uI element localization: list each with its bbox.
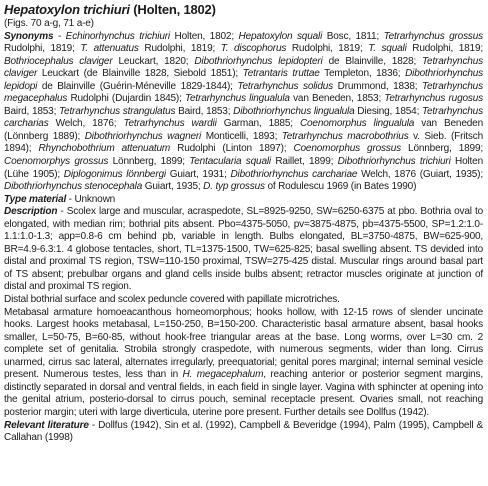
synonym-name: Echinorhynchus trichiuri [65,30,170,42]
synonym-name: Tetrarhynchus rugosus [384,93,483,105]
synonym-entry [80,43,212,54]
synonym-authority: Templeton, 1836 [324,68,398,80]
synonym-name: Rhynchobothrium attenuatum [38,143,171,155]
synonym-name: Dibothriorhynchus carchariae [230,168,358,180]
synonym-name: Coenomorphus grossus [293,143,401,155]
synonym-entry [38,143,283,154]
synonym-entry [203,181,416,192]
synonym-entry [4,156,182,167]
synonym-name: Dibothriorhynchus lepidopi [4,68,483,92]
synonym-authority: de Blainville, 1828 [328,55,414,67]
synonym-entry [368,43,480,54]
synonym-entry [293,143,480,154]
synonym-name: Tetrarhynchus wardii [123,118,217,130]
synonym-entry [4,181,198,192]
description-microtriches: Distal bothrial surface and scolex peduncle covered with papillate microtriches. [4,294,340,306]
synonym-entry [66,31,232,42]
synonym-authority: Guiart, 1931 [169,168,225,180]
synonym-entry [189,156,330,167]
synonym-name: Tetrarhynchus grossus [383,30,484,42]
synonym-authority: Baird, 1853 [178,105,228,117]
synonym-authority: Baird, 1853 [4,105,54,117]
species-heading [4,2,483,18]
synonym-name: Tetrarhynchus megacephalus [4,80,483,105]
synonym-name: Tentacularia squali [189,156,271,168]
synonym-authority: Raillet, 1899 [275,156,331,168]
synonyms-paragraph: Synonyms - Echinorhynchus trichiuri Holten, 1802; Hepatoxylon squali Bosc, 1811; Tetrarhynchus grossus Rudolphi, 1819; T. attenuatus Rudolphi, 1819; T. discophorus Rudolphi, 1819; T. squali Rudolphi, 1819; Bothriocephalus claviger Leuckart, 1820; Dibothriorhynchus lepidopteri de Blainville, 1828; Tetrarhynchus claviger Leuckart (de Blainville 1828, Siebold 1851); Tetrantaris truttae Templeton, 1836; Dibothriorhynchus lepidopi de Blainville (Guérin-Méneville 1829-1844); Tetrarhynchus solidus Drummond, 1838; Tetrarhynchus megacephalus Rudolphi (Dujardin 1845); Tetrarhynchus lingualula van Beneden, 1853; Tetrarhynchus rugosus Baird, 1853; Tetrarhynchus strangulatus Baird, 1853; Dibothriorhynchus lingualula Diesing, 1854; Tetrarhynchus carcharias Welch, 1876; Tetrarhynchus wardii Garman, 1885; Coenomorphus lingualula van Beneden (Lönnberg 1889); Dibothriorhynchus wagneri Monticelli, 1893; Tetrarhynchus macrobothrius v. Sieb. (Fritsch 1894); Rhynchobothrium attenuatum Rudolphi (Linton 1897); Coenomorphus grossus Lönnberg, 1899; Coenomorphys grossus Lönnberg, 1899; Tentacularia squali Raillet, 1899; Dibothriorhynchus trichiuri Holten (Lühe 1905); Diplogonimus lönnbergi Guiart, 1931; Dibothriorhynchus carchariae Welch, 1876 (Guiart, 1935); Dibothriorhynchus stenocephala Guiart, 1935; D. typ grossus of Rodulescu 1969 (in Bates 1990) [4,30,484,193]
synonym-authority: Leuckart (de Blainville 1828, Siebold 1851) [41,68,236,80]
synonym-entry [237,81,414,92]
synonym-name: Bothriocephalus claviger [4,55,113,67]
synonym-name: Tetrarhynchus claviger [4,55,483,80]
synonym-entry [123,118,290,129]
synonym-name: Tetrarhynchus carcharias [4,105,483,130]
synonym-authority: v. Sieb. (Fritsch 1894) [4,130,483,155]
synonym-entry [239,31,377,42]
synonym-name: Tetrarhynchus macrobothrius [281,130,409,142]
synonym-name: T. attenuatus [80,43,139,55]
synonym-authority: Guiart, 1935 [144,181,198,193]
type-material-value: Unknown [74,193,116,205]
synonym-authority: Rudolphi, 1819 [412,43,481,55]
synonym-name: Coenomorphys grossus [4,156,109,168]
synonym-authority: Leuckart, 1820 [118,55,186,67]
species-author: (Holten, 1802) [133,2,216,17]
synonym-entry [233,106,416,117]
literature-text: Dollfus (1942), Sin et al. (1992), Campbell & Beveridge (1994), Palm (1995), Campbell & Callahan (1998) [4,419,483,444]
type-material-paragraph: Type material - Unknown [4,193,116,205]
synonym-name: Dibothriorhynchus lingualula [233,105,355,117]
synonym-entry [194,56,413,67]
description-armature: Metabasal armature homoeacanthous homeomorphous; hooks hollow, with 12-15 rows of slender uncinate hooks. Largest hooks metabasal, L=150-250, B=150-200. Characteristic basal armature absent, basal hooks smaller, L=50-75, B=60-85, without hook-free triangular areas at the base. Long worms, over L=30 cm. 2 complete set of genitalia. Strobila strongly craspedote, with numerous segments, wider than long. Cirrus unarmed, cirrus sac lateral, alternates irregularly, preequatorial; genital pores marginal; internal seminal vesicle present. Numerous testes, less than in H. megacephalum, reaching anterior or posterior segment margins, distinctly separated in dorsal and ventral fields, in each field in single layer. Vagina with sphincter at opening into the genital atrium, posterio-dorsal to cirrus pouch, seminal receptacle present. Ovaries small, not reaching posterior margin; uteri with large diverticula, uterine pore present. Further details see Dollfus (1942). [4,306,484,418]
synonym-name: Dibothriorhynchus trichiuri [337,156,451,168]
synonym-name: Tetrarhynchus lingualula [184,93,290,105]
synonym-name: Tetrarhynchus solidus [237,80,333,92]
description-label: Description [4,206,58,218]
synonym-authority: Bosc, 1811 [326,30,377,42]
species-reference: H. megacephalum [182,369,264,381]
figure-reference: (Figs. 70 a-g, 71 a-e) [4,18,94,29]
synonym-name: Diplogonimus lönnbergi [63,168,166,180]
synonym-authority: van Beneden (Lönnberg 1889) [4,118,483,142]
synonym-authority: Rudolphi, 1819 [4,43,73,55]
synonym-authority: Welch, 1876 [55,118,114,130]
synonym-name: Tetrantaris truttae [242,68,320,80]
synonym-authority: of Rodulescu 1969 (in Bates 1990) [267,181,417,193]
literature-label: Relevant literature [4,419,89,431]
synonym-authority: Rudolphi (Dujardin 1845) [70,93,180,105]
synonym-name: Dibothriorhynchus stenocephala [4,181,143,193]
synonym-entry [243,68,398,79]
literature-paragraph: Relevant literature - Dollfus (1942), Sin et al. (1992), Campbell & Beveridge (1994), Palm (1995), Campbell & Callahan (1998) [4,419,483,444]
synonym-entry [64,169,224,180]
synonym-authority: Holten (Lühe 1905) [4,156,483,180]
synonym-authority: Lönnberg, 1899 [408,143,481,155]
synonym-name: Hepatoxylon squali [238,30,323,42]
synonym-authority: Holten, 1802 [174,30,232,42]
description-paragraph: Description - Scolex large and muscular, acraspedote, SL=8925-9250, SW=6250-6375 at pbo. Bothria oval to elongated, with median rim; bothrial pits absent. Pbo=4375-5050, pv=3875-4875, pb=4375-5500, SP=1.2:1.0-1.1:1.0-1.3; app=0.8-6 cm behind pb, variable in length. Bulbs elongated, BL=3750-4875, BW=625-900, BR=4.9-6.3:1. 4 globose tentacles, short, TL=1375-1500, TW=625-825; basal swelling absent. TS devided into distal and proximal TS region, TSW=110-150 proximal, TSW=275-425 distal. Muscular rings around basal part of TS absent; prebulbar organs and gland cells inside bulbs absent; retractor muscles originate at junction of distal and proximal TS region. [4,206,483,293]
synonym-authority: Rudolphi, 1819 [291,43,360,55]
synonym-name: Dibothriorhynchus lepidopteri [194,55,323,67]
synonym-authority: van Beneden, 1853 [293,93,379,105]
synonym-authority: Welch, 1876 (Guiart, 1935) [361,168,481,180]
synonym-entry [221,43,360,54]
species-name: Hepatoxylon trichiuri [4,2,130,17]
synonym-entry [230,169,480,180]
synonym-authority: Diesing, 1854 [357,105,417,117]
type-material-label: Type material [4,193,67,205]
description-text: Scolex large and muscular, acraspedote, SL=8925-9250, SW=6250-6375 at pbo. Bothria oval to elongated, with median rim; bothrial pits absent. Pbo=4375-5050, pv=3875-4875, pb=4375-5500, SP=1.2:1.0-1.1:1.0-1.3; app=0.8-6 cm behind pb, variable in length. Bulbs elongated, BL=3750-4875, BW=625-900, BR=4.9-6.3:1. 4 globose tentacles, short, TL=1375-1500, TW=625-825; basal swelling absent. TS devided into distal and proximal TS region, TSW=110-150 proximal, TSW=275-425 distal. Muscular rings around basal part of TS absent; prebulbar organs and gland cells inside bulbs absent; retractor muscles originate at [4,206,483,280]
synonym-name: Coenomorphus lingualula [299,118,415,130]
synonym-authority: Lönnberg, 1899 [112,156,183,168]
synonym-entry [85,131,275,142]
synonym-authority: Drummond, 1838 [337,80,415,92]
synonym-name: T. discophorus [220,43,287,55]
synonyms-list: Echinorhynchus trichiuri Holten, 1802; Hepatoxylon squali Bosc, 1811; Tetrarhynchus grossus Rudolphi, 1819; T. attenuatus Rudolphi, 1819; T. discophorus Rudolphi, 1819; T. squali Rudolphi, 1819; Bothriocephalus claviger Leuckart, 1820; Dibothriorhynchus lepidopteri de Blainville, 1828; Tetrarhynchus claviger Leuckart (de Blainville 1828, Siebold 1851); Tetrantaris truttae Templeton, 1836; Dibothriorhynchus lepidopi de Blainville (Guérin-Méneville 1829-1844); Tetrarhynchus solidus Drummond, 1838; Tetrarhynchus megacephalus Rudolphi (Dujardin 1845); Tetrarhynchus lingualula van Beneden, 1853; Tetrarhynchus rugosus Baird, 1853; Tetrarhynchus strangulatus Baird, 1853; Dibothriorhynchus lingualula Diesing, 1854; Tetrarhynchus carcharias Welch, 1876; Tetrarhynchus wardii Garman, 1885; Coenomorphus lingualula van Beneden (Lönnberg 1889); Dibothriorhynchus wagneri Monticelli, 1893; Tetrarhynchus macrobothrius v. Sieb. (Fritsch 1894); Rhynchobothrium attenuatum Rudolphi (Linton 1897); Coenomorphus grossus Lönnberg, 1899; Coenomorphys grossus Lönnberg, 1899; Tentacularia squali Raillet, 1899; Dibothriorhynchus trichiuri Holten (Lühe 1905); Diplogonimus lönnbergi Guiart, 1931; Dibothriorhynchus carchariae Welch, 1876 (Guiart, 1935); Dibothriorhynchus stenocephala Guiart, 1935; D. typ grossus of Rodulescu 1969 (in Bates 1990) [4,30,484,193]
synonym-entry [185,93,378,104]
synonym-name: Tetrarhynchus strangulatus [59,105,176,117]
synonym-name: Dibothriorhynchus wagneri [84,130,202,142]
synonym-name: D. typ grossus [203,181,265,193]
synonym-authority: Rudolphi, 1819 [144,43,213,55]
synonym-authority: de Blainville (Guérin-Méneville 1829-1844) [41,80,231,92]
synonym-authority: Monticelli, 1893 [205,130,275,142]
underlined-text: junction of distal and proximal TS region. [4,268,483,293]
synonym-name: T. squali [368,43,407,55]
synonym-entry [4,56,186,67]
synonyms-label: Synonyms [4,30,54,42]
synonym-entry [59,106,228,117]
synonym-authority: Rudolphi (Linton 1897) [177,143,284,155]
synonym-authority: Garman, 1885 [223,118,291,130]
